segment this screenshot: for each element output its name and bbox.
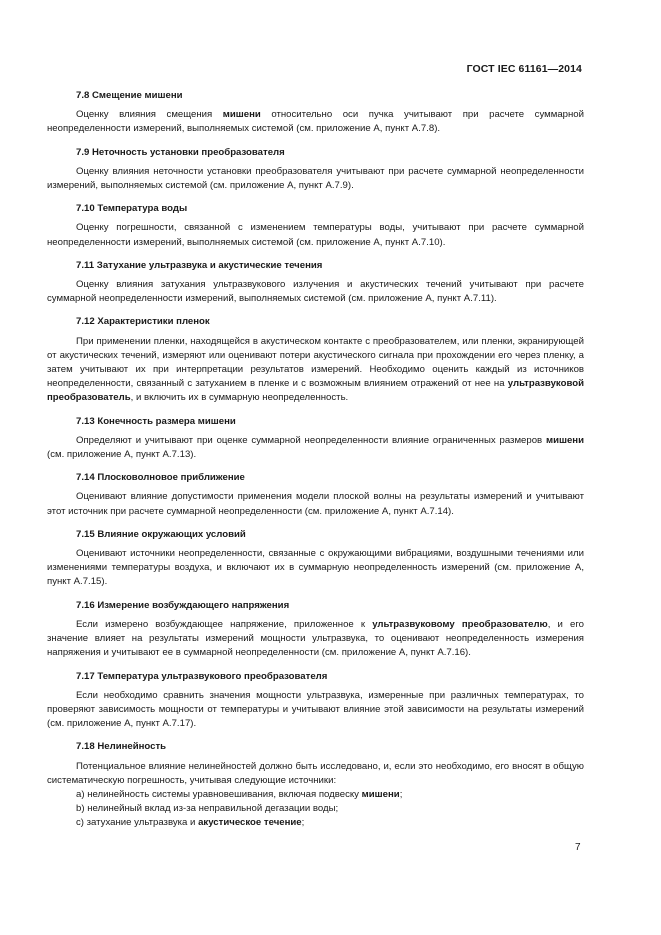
list-item-a: a) нелинейность системы уравновешивания, включая подвеску мишени; bbox=[76, 788, 403, 800]
section-title: 7.13 Конечность размера мишени bbox=[76, 415, 236, 427]
section-title: 7.10 Температура воды bbox=[76, 203, 188, 215]
page-number: 7 bbox=[575, 842, 581, 853]
section-7-14 bbox=[47, 471, 584, 519]
section-title: 7.9 Неточность установки преобразователя bbox=[76, 146, 285, 158]
section-7-11 bbox=[47, 259, 584, 307]
section-title: 7.15 Влияние окружающих условий bbox=[76, 528, 246, 540]
section-paragraph: Оценку влияния затухания ультразвукового излучения и акустических течений учитывают при расчете суммарной неопределенности измерений, выполняемых системой (см. приложение А, пункт А.7.11). bbox=[47, 279, 584, 305]
section-paragraph: Оценку влияния смещения мишени относительно оси пучка учитывают при расчете суммарной неопределенности измерений, выполняемых системой (см. приложение А, пункт А.7.8). bbox=[47, 109, 584, 135]
section-title: 7.18 Нелинейность bbox=[76, 741, 167, 753]
section-7-16 bbox=[47, 599, 584, 661]
section-paragraph: Потенциальное влияние нелинейностей должно быть исследовано, и, если это необходимо, его вносят в общую систематическую погрешность, учитывая следующие источники: bbox=[47, 760, 584, 786]
section-7-15 bbox=[47, 528, 584, 590]
section-paragraph: При применении пленки, находящейся в акустическом контакте с преобразователем, или пленки, экранирующей от акустических течений, измеряют или оценивают потери акустического сигнала при прохождении его через пленку, а затем учитывают их при интерпретации результатов измерений. Необходимо оценить каждый из источников неопределенности, связанный с затуханием в пленке и с возможным влиянием отражений от нее на ультразвуковой преобразователь, и включить их в суммарную неопределенность. bbox=[47, 335, 584, 404]
section-title: 7.12 Характеристики пленок bbox=[76, 316, 210, 328]
section-title: 7.14 Плосковолновое приближение bbox=[76, 472, 245, 484]
section-7-17 bbox=[47, 670, 584, 732]
section-title: 7.17 Температура ультразвукового преобразователя bbox=[76, 670, 328, 682]
section-title: 7.16 Измерение возбуждающего напряжения bbox=[76, 599, 290, 611]
section-7-12 bbox=[47, 315, 584, 405]
section-7-13 bbox=[47, 415, 584, 463]
section-paragraph: Если необходимо сравнить значения мощности ультразвука, измеренные при различных температурах, то проверяют зависимость мощности от температуры и учитывают влияние этой зависимости на результаты измерений (см. приложение А, пункт А.7.17). bbox=[47, 689, 584, 730]
standard-header: ГОСТ IEC 61161—2014 bbox=[466, 63, 582, 75]
list-item-c: c) затухание ультразвука и акустическое течение; bbox=[76, 817, 305, 829]
section-7-9 bbox=[47, 146, 584, 194]
section-paragraph: Определяют и учитывают при оценке суммарной неопределенности влияние ограниченных размеров мишени (см. приложение А, пункт А.7.13). bbox=[47, 434, 584, 461]
section-title: 7.11 Затухание ультразвука и акустические течения bbox=[76, 259, 323, 271]
section-7-8 bbox=[47, 89, 584, 137]
page-content bbox=[47, 89, 584, 840]
list-item-b: b) нелинейный вклад из-за неправильной дегазации воды; bbox=[76, 803, 339, 815]
section-7-18 bbox=[47, 740, 584, 830]
section-paragraph: Оценивают влияние допустимости применения модели плоской волны на результаты измерений и учитывают этот источник при расчете суммарной неопределенности (см. приложение А, пункт А.7.14). bbox=[47, 491, 584, 517]
section-paragraph: Оценку влияния неточности установки преобразователя учитывают при расчете суммарной неопределенности измерений, выполняемых системой (см. приложение А, пункт А.7.9). bbox=[47, 165, 584, 192]
section-title: 7.8 Смещение мишени bbox=[76, 90, 183, 101]
section-paragraph: Оценку погрешности, связанной с изменением температуры воды, учитывают при расчете суммарной неопределенности измерений, выполняемых системой (см. приложение А, пункт А.7.10). bbox=[47, 222, 584, 248]
section-paragraph: Оценивают источники неопределенности, связанные с окружающими вибрациями, воздушными течениями или изменениями температуры воздуха, и включают их в суммарную неопределенность измерений (см. приложение А, пункт А.7.15). bbox=[47, 548, 584, 588]
section-paragraph: Если измерено возбуждающее напряжение, приложенное к ультразвуковому преобразователю, и его значение влияет на результаты измерений мощности ультразвука, то оценивают неопределенность измерения напряжения и учитывают ее в суммарной неопределенности (см. приложение А, пункт А.7.16). bbox=[47, 618, 584, 659]
section-7-10 bbox=[47, 202, 584, 250]
